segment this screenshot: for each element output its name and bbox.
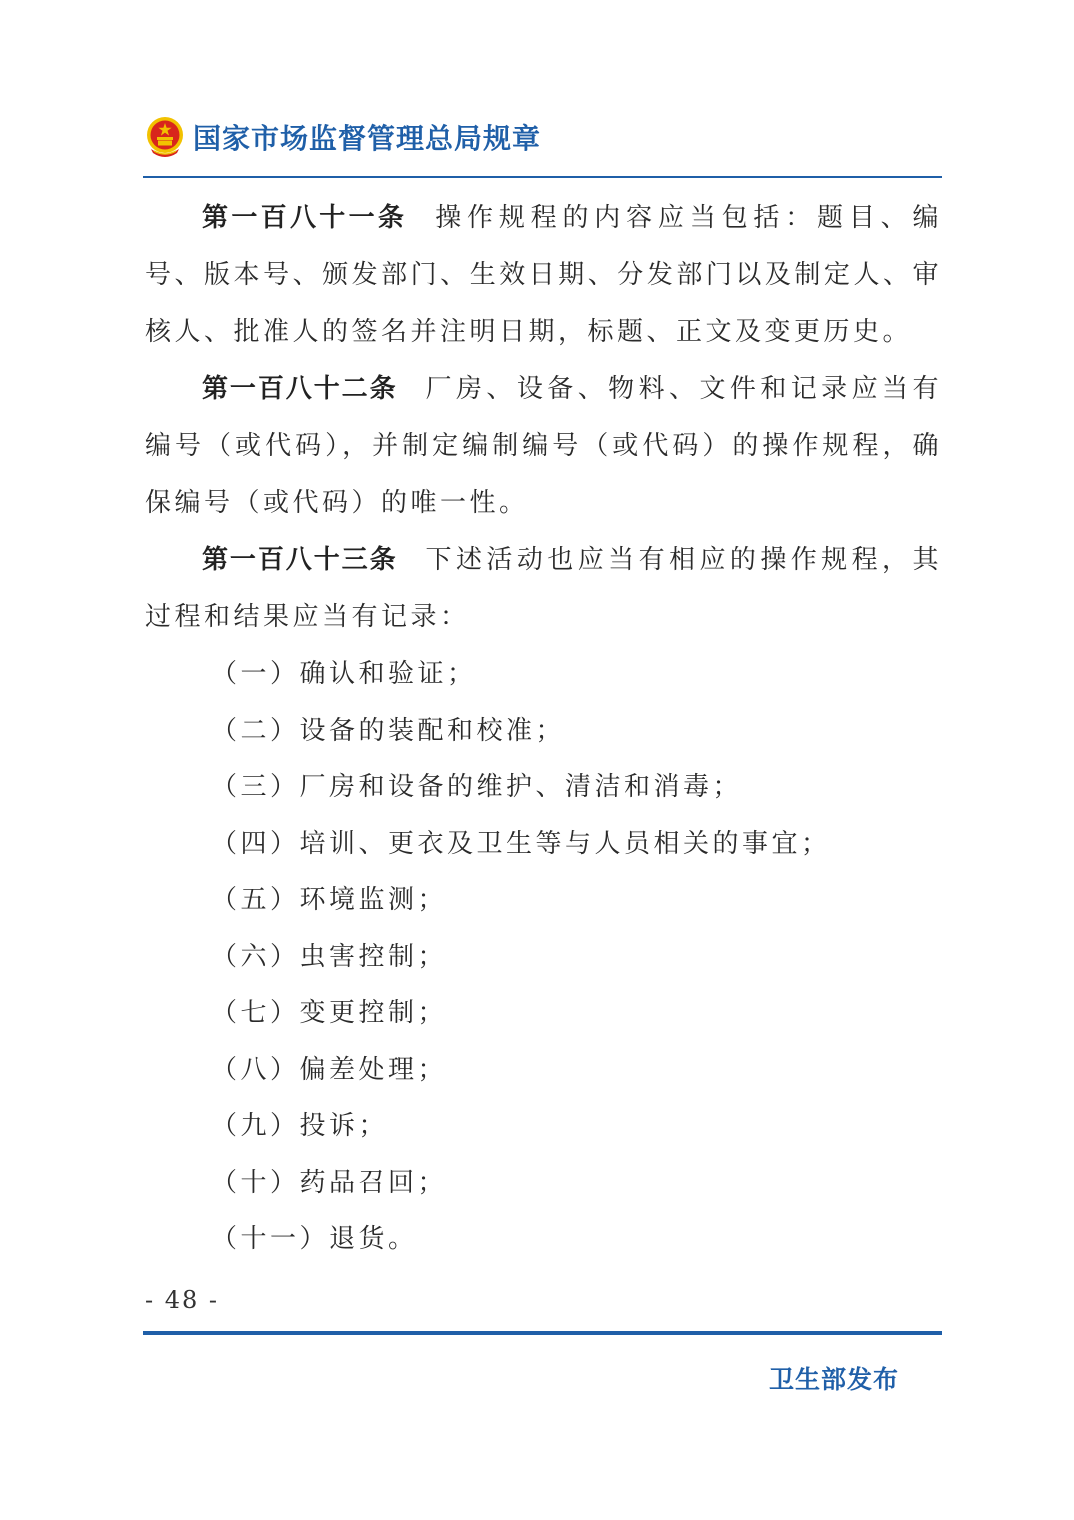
page-header [145, 112, 942, 162]
article-text: 厂房、设备、物料、文件和记录应当有编号（或代码），并制定编制编号（或代码）的操作规程，确保编号（或代码）的唯一性。 [145, 374, 942, 518]
list-item: （五）环境监测； [211, 885, 448, 915]
article-paragraph [145, 532, 942, 646]
list-item: （十一）退货。 [211, 1224, 418, 1254]
header-title: 国家市场监督管理总局规章 [193, 122, 542, 155]
list-item: （六）虫害控制； [211, 941, 448, 972]
list-item: （三）厂房和设备的维护、清洁和消毒； [211, 772, 743, 802]
list-item: （十）药品召回； [211, 1167, 448, 1198]
article-paragraph [145, 361, 942, 532]
header-divider [143, 176, 942, 178]
article-number: 第一百八十三条 [202, 545, 398, 575]
article-paragraph [145, 190, 942, 361]
national-emblem-icon [145, 115, 185, 159]
list-item: （七）变更控制； [211, 998, 448, 1028]
list-item: （四）培训、更衣及卫生等与人员相关的事宜； [211, 828, 831, 859]
page-number: - 48 - [145, 1286, 220, 1314]
article-text: 下述活动也应当有相应的操作规程，其过程和结果应当有记录： [145, 545, 942, 632]
publisher-label: 卫生部发布 [768, 1365, 899, 1394]
list-item: （一）确认和验证； [211, 659, 477, 689]
document-body [145, 190, 942, 1268]
list-item: （二）设备的装配和校准； [211, 715, 566, 746]
article-number: 第一百八十一条 [202, 203, 408, 233]
list-item: （九）投诉； [211, 1111, 389, 1141]
article-text: 操作规程的内容应当包括：题目、编号、版本号、颁发部门、生效日期、分发部门以及制定人、审核人、批准人的签名并注明日期，标题、正文及变更历史。 [145, 203, 942, 347]
footer-divider [143, 1331, 942, 1335]
article-number: 第一百八十二条 [202, 374, 398, 404]
list-item: （八）偏差处理； [211, 1054, 448, 1085]
